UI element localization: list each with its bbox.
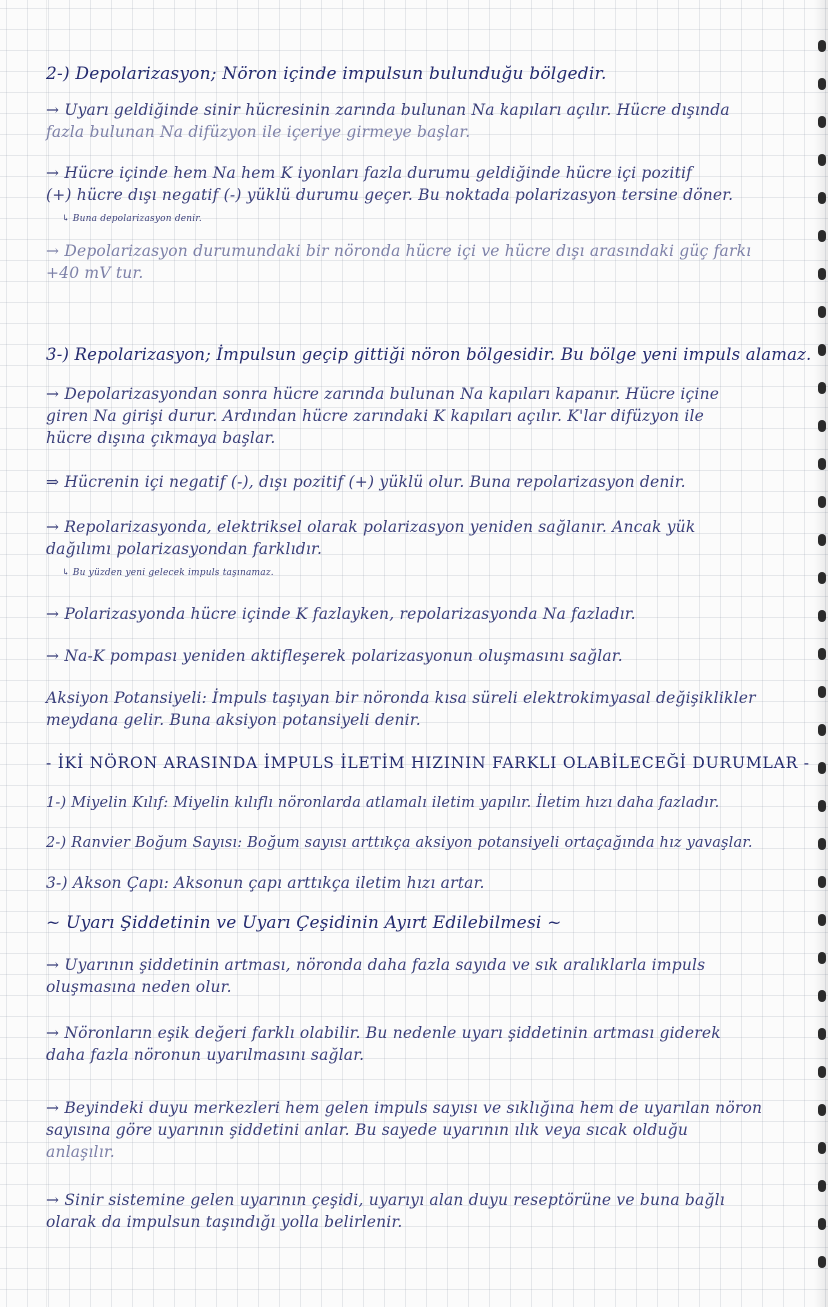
note-line: hücre dışına çıkmaya başlar. — [46, 429, 276, 447]
note-line: → Repolarizasyonda, elektriksel olarak polarizasyon yeniden sağlanır. Ancak yük — [46, 518, 696, 536]
note-line: dağılımı polarizasyondan farklıdır. — [46, 540, 323, 558]
note-line: → Sinir sistemine gelen uyarının çeşidi, uyarıyı alan duyu reseptörüne ve buna bağlı — [46, 1191, 725, 1209]
note-line: → Nöronların eşik değeri farklı olabilir. Bu nedenle uyarı şiddetinin artması giderek — [46, 1024, 721, 1042]
note-line: +40 mV tur. — [46, 264, 144, 282]
section-heading-depolarization: 2-) Depolarizasyon; Nöron içinde impulsun bulunduğu bölgedir. — [46, 64, 607, 84]
note-line: → Hücre içinde hem Na hem K iyonları fazla durumu geldiğinde hücre içi pozitif — [46, 164, 693, 182]
section-heading-conduction-speed: - İKİ NÖRON ARASINDA İMPULS İLETİM HIZININ FARKLI OLABİLECEĞİ DURUMLAR - — [46, 754, 810, 772]
note-line: → Uyarı geldiğinde sinir hücresinin zarında bulunan Na kapıları açılır. Hücre dışında — [46, 101, 730, 119]
list-item: 1-) Miyelin Kılıf: Miyelin kılıflı nöronlarda atlamalı iletim yapılır. İletim hızı daha fazladır. — [46, 795, 720, 811]
list-item: 3-) Akson Çapı: Aksonun çapı arttıkça iletim hızı artar. — [46, 874, 485, 892]
note-line: (+) hücre dışı negatif (-) yüklü durumu geçer. Bu noktada polarizasyon tersine döner. — [46, 186, 734, 204]
section-heading-repolarization: 3-) Repolarizasyon; İmpulsun geçip gittiği nöron bölgesidir. Bu bölge yeni impuls alamaz. — [46, 345, 812, 364]
note-line: → Polarizasyonda hücre içinde K fazlayken, repolarizasyonda Na fazladır. — [46, 605, 636, 623]
note-line: → Depolarizasyon durumundaki bir nöronda hücre içi ve hücre dışı arasındaki güç farkı — [46, 242, 752, 260]
note-line: oluşmasına neden olur. — [46, 978, 232, 996]
note-line: → Beyindeki duyu merkezleri hem gelen impuls sayısı ve sıklığına hem de uyarılan nöron — [46, 1099, 763, 1117]
note-line: ↳ Bu yüzden yeni gelecek impuls taşınamaz. — [62, 568, 274, 578]
note-line: giren Na girişi durur. Ardından hücre zarındaki K kapıları açılır. K'lar difüzyon ile — [46, 407, 705, 425]
list-item: 2-) Ranvier Boğum Sayısı: Boğum sayısı arttıkça aksiyon potansiyeli ortaçağında hız yavaşlar. — [46, 835, 753, 851]
section-heading-stimulus: ~ Uyarı Şiddetinin ve Uyarı Çeşidinin Ayırt Edilebilmesi ~ — [46, 913, 562, 933]
note-line: ↳ Buna depolarizasyon denir. — [62, 214, 202, 224]
note-line: anlaşılır. — [46, 1143, 115, 1161]
note-line: fazla bulunan Na difüzyon ile içeriye girmeye başlar. — [46, 123, 471, 141]
note-line: → Na-K pompası yeniden aktifleşerek polarizasyonun oluşmasını sağlar. — [46, 647, 623, 665]
note-line: ⇒ Hücrenin içi negatif (-), dışı pozitif (+) yüklü olur. Buna repolarizasyon denir. — [46, 473, 686, 491]
note-line: → Depolarizasyondan sonra hücre zarında bulunan Na kapıları kapanır. Hücre içine — [46, 385, 720, 403]
note-line: daha fazla nöronun uyarılmasını sağlar. — [46, 1046, 365, 1064]
note-line: → Uyarının şiddetinin artması, nöronda daha fazla sayıda ve sık aralıklarla impuls — [46, 956, 706, 974]
note-line: sayısına göre uyarının şiddetini anlar. Bu sayede uyarının ılık veya sıcak olduğu — [46, 1121, 689, 1139]
definition-action-potential: Aksiyon Potansiyeli: İmpuls taşıyan bir nöronda kısa süreli elektrokimyasal değişiklikler — [46, 689, 756, 707]
note-line: olarak da impulsun taşındığı yolla belirlenir. — [46, 1213, 403, 1231]
note-line: meydana gelir. Buna aksiyon potansiyeli denir. — [46, 711, 421, 729]
